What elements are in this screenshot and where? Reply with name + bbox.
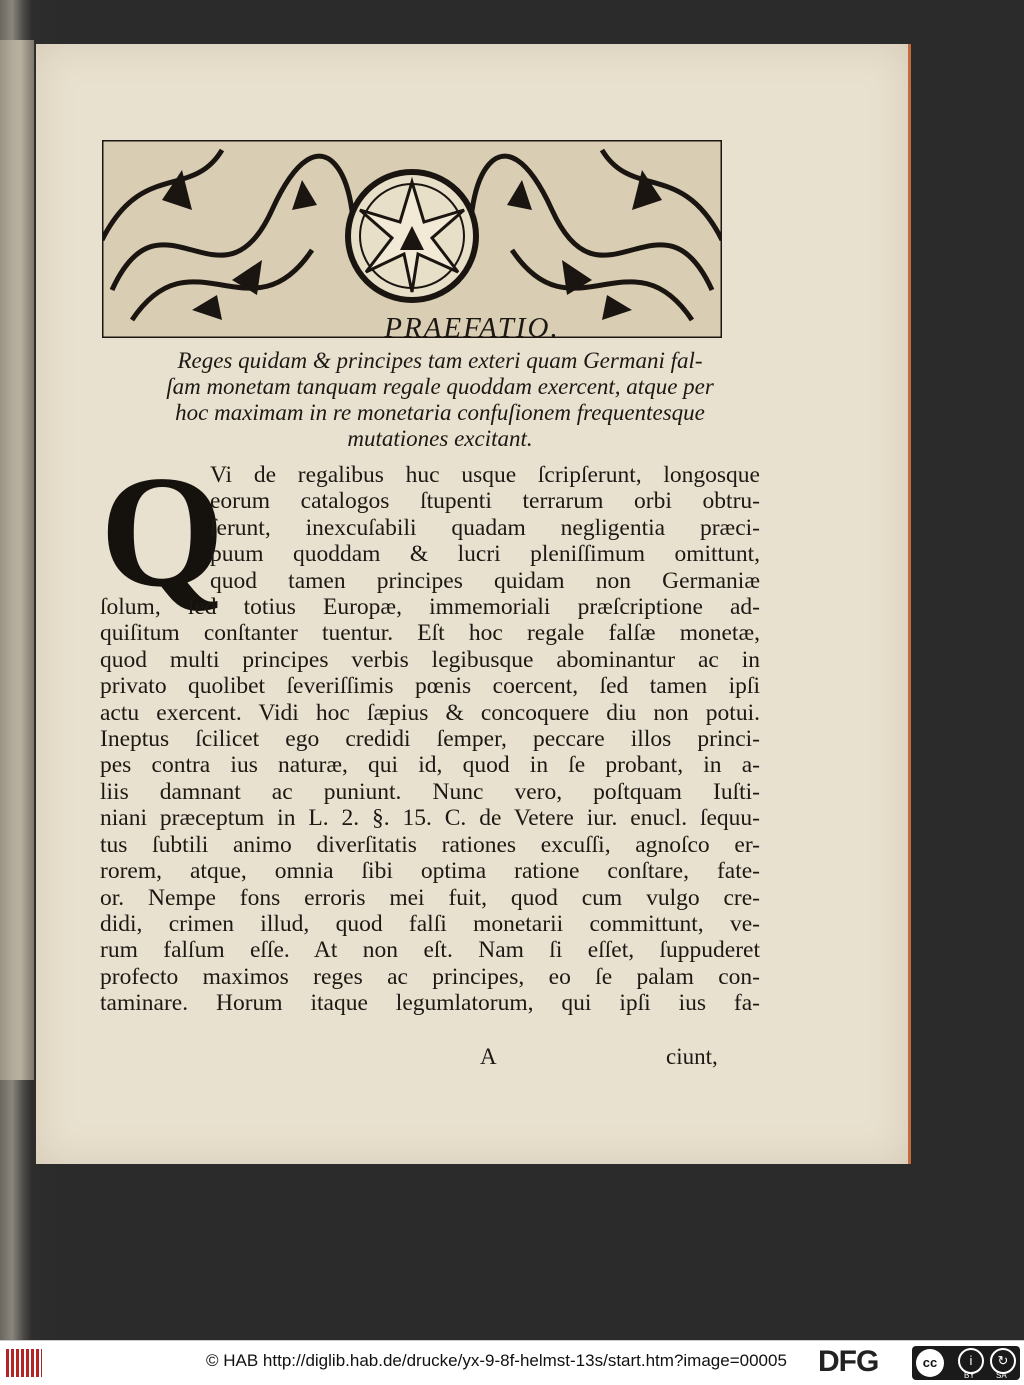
body-line: Ineptus ſcilicet ego credidi ſemper, peccare illos princi- <box>100 726 760 753</box>
body-line: profecto maximos reges ac principes, eo ſe palam con- <box>100 963 760 990</box>
adjacent-page-edge <box>0 40 34 1080</box>
body-text <box>100 462 760 1017</box>
share-alike-icon: ↻ <box>990 1348 1016 1374</box>
drop-cap-initial: Q <box>100 442 225 620</box>
body-line: Vi de regalibus huc usque ſcripſerunt, longosque <box>210 462 760 488</box>
dfg-logo: DFG <box>818 1345 879 1378</box>
body-line: quod tamen principes quidam non Germaniæ <box>210 567 760 594</box>
summary-line: ſam monetam tanquam regale quoddam exercent, atque per <box>166 374 714 399</box>
body-line: liis damnant ac puniunt. Nunc vero, poſtquam Iuſti- <box>100 778 760 805</box>
body-line: rum falſum eſſe. At non eſt. Nam ſi eſſet, ſuppuderet <box>100 937 760 964</box>
summary-line: mutationes excitant. <box>347 426 533 451</box>
viewer-footer <box>0 1340 1024 1385</box>
hab-logo-icon <box>6 1349 42 1377</box>
chapter-summary <box>110 348 770 452</box>
cc-icon: cc <box>916 1349 944 1377</box>
preface-heading: PRAEFATIO. <box>384 312 560 344</box>
body-line: ſerunt, inexcuſabili quadam negligentia præci- <box>210 514 760 541</box>
attribution-icon: i <box>958 1348 984 1374</box>
body-line: tus ſubtili animo diverſitatis rationes excuſſi, agnoſco er- <box>100 831 760 858</box>
body-line: puum quoddam & lucri pleniſſimum omittunt, <box>210 541 760 568</box>
cc-by-sa-license-badge[interactable] <box>912 1346 1020 1380</box>
body-line: eorum catalogos ſtupenti terrarum orbi obtru- <box>210 488 760 515</box>
signature-mark: A <box>480 1044 497 1069</box>
by-label: BY <box>964 1371 975 1380</box>
body-line: actu exercent. Vidi hoc ſæpius & concoquere diu non potui. <box>100 699 760 726</box>
copyright-url-text[interactable]: © HAB http://diglib.hab.de/drucke/yx-9-8f-helmst-13s/start.htm?image=00005 <box>206 1351 787 1370</box>
catchword: ciunt, <box>666 1044 718 1069</box>
body-line: rorem, atque, omnia ſibi optima ratione conſtare, fate- <box>100 858 760 885</box>
woodcut-headpiece-ornament <box>102 140 722 338</box>
summary-line: Reges quidam & principes tam exteri quam Germani fal- <box>177 348 703 373</box>
body-line: didi, crimen illud, quod falſi monetarii committunt, ve- <box>100 910 760 937</box>
summary-line: hoc maximam in re monetaria confuſionem frequentesque <box>175 400 705 425</box>
body-line: pes contra ius naturæ, qui id, quod in ſe probant, in a- <box>100 752 760 779</box>
body-line: or. Nempe fons erroris mei fuit, quod cum vulgo cre- <box>100 884 760 911</box>
body-line: quod multi principes verbis legibusque abominantur ac in <box>100 646 760 673</box>
body-line: quiſitum conſtanter tuentur. Eſt hoc regale falſæ monetæ, <box>100 620 760 647</box>
sa-label: SA <box>996 1371 1007 1380</box>
body-line: ſolum, ſed totius Europæ, immemoriali præſcriptione ad- <box>100 594 760 621</box>
body-line: taminare. Horum itaque legumlatorum, qui ipſi ius fa- <box>100 990 760 1017</box>
book-page <box>36 44 911 1164</box>
body-line: niani præceptum in L. 2. §. 15. C. de Vetere iur. enucl. ſequu- <box>100 805 760 832</box>
body-line: privato quolibet ſeveriſſimis pœnis coercent, ſed tamen ipſi <box>100 673 760 700</box>
